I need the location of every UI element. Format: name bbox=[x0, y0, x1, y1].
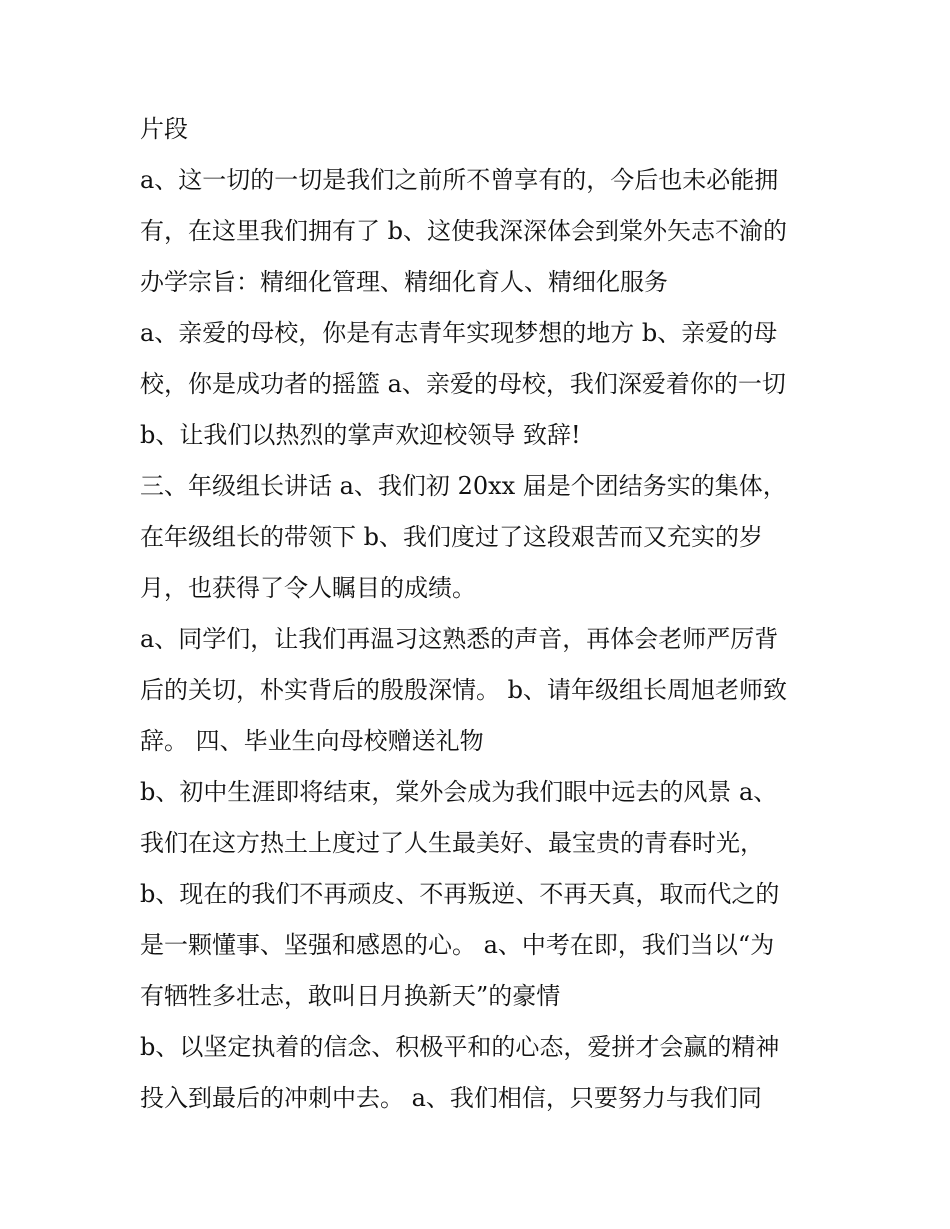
text-line: b、以坚定执着的信念、积极平和的心态，爱拼才会赢的精神 bbox=[140, 1033, 780, 1061]
text-line: b、现在的我们不再顽皮、不再叛逆、不再天真，取而代之的 bbox=[140, 880, 780, 908]
text-line: 辞。 四、毕业生向母校赠送礼物 bbox=[140, 727, 484, 755]
text-line: a、亲爱的母校，你是有志青年实现梦想的地方 b、亲爱的母 bbox=[140, 319, 778, 347]
document-body bbox=[140, 104, 820, 1124]
text-line: 校，你是成功者的摇篮 a、亲爱的母校，我们深爱着你的一切 bbox=[140, 370, 786, 398]
text-line: 后的关切，朴实背后的殷殷深情。 b、请年级组长周旭老师致 bbox=[140, 676, 787, 704]
text-line: 我们在这方热土上度过了人生最美好、最宝贵的青春时光， bbox=[140, 829, 764, 857]
text-line: 是一颗懂事、坚强和感恩的心。 a、中考在即，我们当以“为 bbox=[140, 931, 775, 959]
text-line: 有牺牲多壮志，敢叫日月换新天”的豪情 bbox=[140, 982, 561, 1010]
text-line: b、初中生涯即将结束，棠外会成为我们眼中远去的风景 a、 bbox=[140, 778, 778, 806]
text-line: 片段 bbox=[140, 115, 188, 143]
text-line: a、同学们，让我们再温习这熟悉的声音，再体会老师严厉背 bbox=[140, 625, 779, 653]
text-line: 有，在这里我们拥有了 b、这使我深深体会到棠外矢志不渝的 bbox=[140, 217, 787, 245]
text-line: 月，也获得了令人瞩目的成绩。 bbox=[140, 574, 476, 602]
text-line: b、让我们以热烈的掌声欢迎校领导 致辞! bbox=[140, 421, 581, 449]
text-line: 投入到最后的冲刺中去。 a、我们相信，只要努力与我们同 bbox=[140, 1084, 762, 1112]
text-line: 在年级组长的带领下 b、我们度过了这段艰苦而又充实的岁 bbox=[140, 523, 763, 551]
text-line: 办学宗旨：精细化管理、精细化育人、精细化服务 bbox=[140, 268, 668, 296]
text-line: a、这一切的一切是我们之前所不曾享有的，今后也未必能拥 bbox=[140, 166, 779, 194]
text-line: 三、年级组长讲话 a、我们初 20xx 届是个团结务实的集体， bbox=[140, 472, 787, 500]
